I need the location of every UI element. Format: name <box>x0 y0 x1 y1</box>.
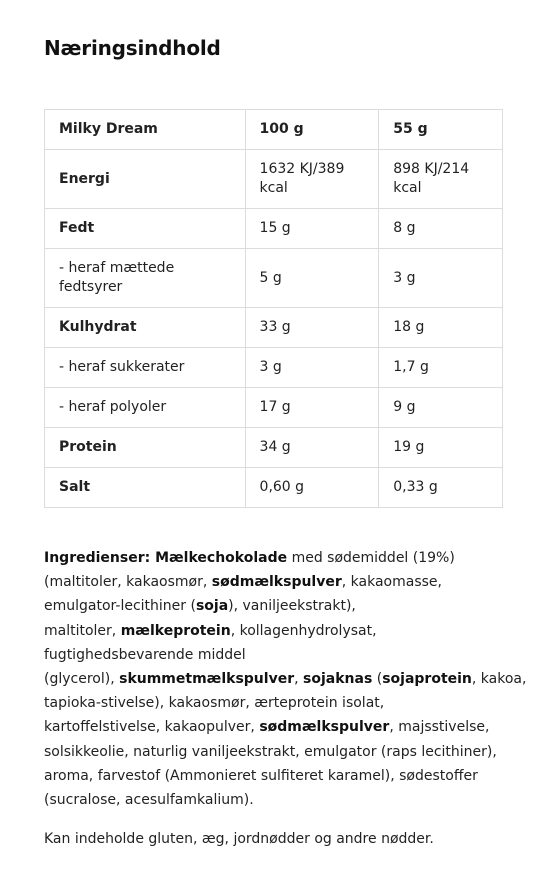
ingredients-line <box>44 764 514 788</box>
ingredients-line <box>44 546 514 570</box>
nutrient-label-cell: Protein <box>45 428 246 468</box>
ingredient-highlight: sojaprotein <box>382 671 472 688</box>
ingredients-line <box>44 619 514 643</box>
value-per-100g-cell: 5 g <box>245 249 379 308</box>
value-per-100g-cell: 3 g <box>245 348 379 388</box>
ingredient-text: med sødemiddel (19%) <box>287 550 455 566</box>
ingredient-text: solsikkeolie, naturlig vaniljeekstrakt, emulgator (raps lecithiner), <box>44 743 497 760</box>
ingredient-text: fugtighedsbevarende middel <box>44 646 246 663</box>
value-per-55g-cell: 0,33 g <box>379 468 503 508</box>
nutrient-label-cell: Kulhydrat <box>45 308 246 348</box>
table-row <box>45 150 503 209</box>
nutrition-table-body <box>45 110 503 508</box>
nutrient-label-cell: Fedt <box>45 209 246 249</box>
nutrient-label-cell: - heraf polyoler <box>45 388 246 428</box>
ingredient-text: ( <box>372 671 383 688</box>
table-row <box>45 209 503 249</box>
value-per-100g-cell: 34 g <box>245 428 379 468</box>
value-per-100g-cell: 1632 KJ/389 kcal <box>245 150 379 209</box>
ingredient-highlight: sødmælkspulver <box>259 719 390 736</box>
value-per-55g-cell: 898 KJ/214 kcal <box>379 150 503 209</box>
ingredients-line <box>44 667 527 691</box>
value-per-100g-cell: 100 g <box>245 110 379 150</box>
table-row <box>45 110 503 150</box>
value-per-55g-cell: 19 g <box>379 428 503 468</box>
nutrition-table <box>44 109 503 508</box>
ingredient-highlight: sødmælkspulver <box>211 574 342 591</box>
ingredients-text <box>44 546 527 812</box>
ingredient-text: kartoffelstivelse, kakaopulver, <box>44 719 260 736</box>
ingredients-line <box>44 570 514 594</box>
table-row <box>45 388 503 428</box>
ingredient-text: (sucralose, acesulfamkalium). <box>44 792 254 809</box>
ingredient-highlight: skummetmælkspulver <box>119 671 295 688</box>
ingredients-line <box>44 740 514 764</box>
value-per-100g-cell: 0,60 g <box>245 468 379 508</box>
ingredient-text: emulgator-lecithiner ( <box>44 598 196 615</box>
ingredient-highlight: mælkeprotein <box>120 622 231 639</box>
nutrient-label-cell: - heraf mættede fedtsyrer <box>45 249 246 308</box>
ingredients-line <box>44 691 514 715</box>
value-per-55g-cell: 55 g <box>379 110 503 150</box>
ingredient-text: ), vaniljeekstrakt), <box>228 598 356 615</box>
ingredient-text: , kakaomasse, <box>341 574 442 591</box>
value-per-55g-cell: 3 g <box>379 249 503 308</box>
value-per-55g-cell: 18 g <box>379 308 503 348</box>
table-row <box>45 428 503 468</box>
ingredient-text: , kakoa, <box>471 671 527 688</box>
nutrient-label-cell: Milky Dream <box>45 110 246 150</box>
ingredient-highlight: sojaknas <box>303 671 373 688</box>
ingredient-text: , kollagenhydrolysat, <box>230 622 377 639</box>
value-per-55g-cell: 1,7 g <box>379 348 503 388</box>
ingredient-text: , <box>294 671 304 688</box>
nutrient-label-cell: - heraf sukkerater <box>45 348 246 388</box>
nutrient-label-cell: Energi <box>45 150 246 209</box>
value-per-100g-cell: 15 g <box>245 209 379 249</box>
page-title: Næringsindhold <box>44 36 221 60</box>
ingredient-text: maltitoler, <box>44 622 121 639</box>
value-per-55g-cell: 8 g <box>379 209 503 249</box>
table-row <box>45 308 503 348</box>
ingredient-text: tapioka-stivelse), kakaosmør, ærteprotein isolat, <box>44 695 385 712</box>
table-row <box>45 468 503 508</box>
value-per-100g-cell: 17 g <box>245 388 379 428</box>
nutrient-label-cell: Salt <box>45 468 246 508</box>
ingredients-line <box>44 643 514 667</box>
value-per-100g-cell: 33 g <box>245 308 379 348</box>
ingredient-highlight: soja <box>195 598 229 615</box>
allergy-note: Kan indeholde gluten, æg, jordnødder og andre nødder. <box>44 831 434 847</box>
ingredient-text: (glycerol), <box>44 671 120 688</box>
ingredients-line <box>44 715 514 739</box>
ingredient-text: (maltitoler, kakaosmør, <box>44 574 212 591</box>
ingredient-text: , majsstivelse, <box>389 719 490 736</box>
ingredient-highlight: Ingredienser: Mælkechokolade <box>44 550 288 566</box>
table-row <box>45 348 503 388</box>
ingredient-text: aroma, farvestof (Ammonieret sulfiteret karamel), sødestoffer <box>44 767 478 784</box>
table-row <box>45 249 503 308</box>
ingredients-line <box>44 594 514 618</box>
ingredients-line <box>44 788 514 812</box>
value-per-55g-cell: 9 g <box>379 388 503 428</box>
